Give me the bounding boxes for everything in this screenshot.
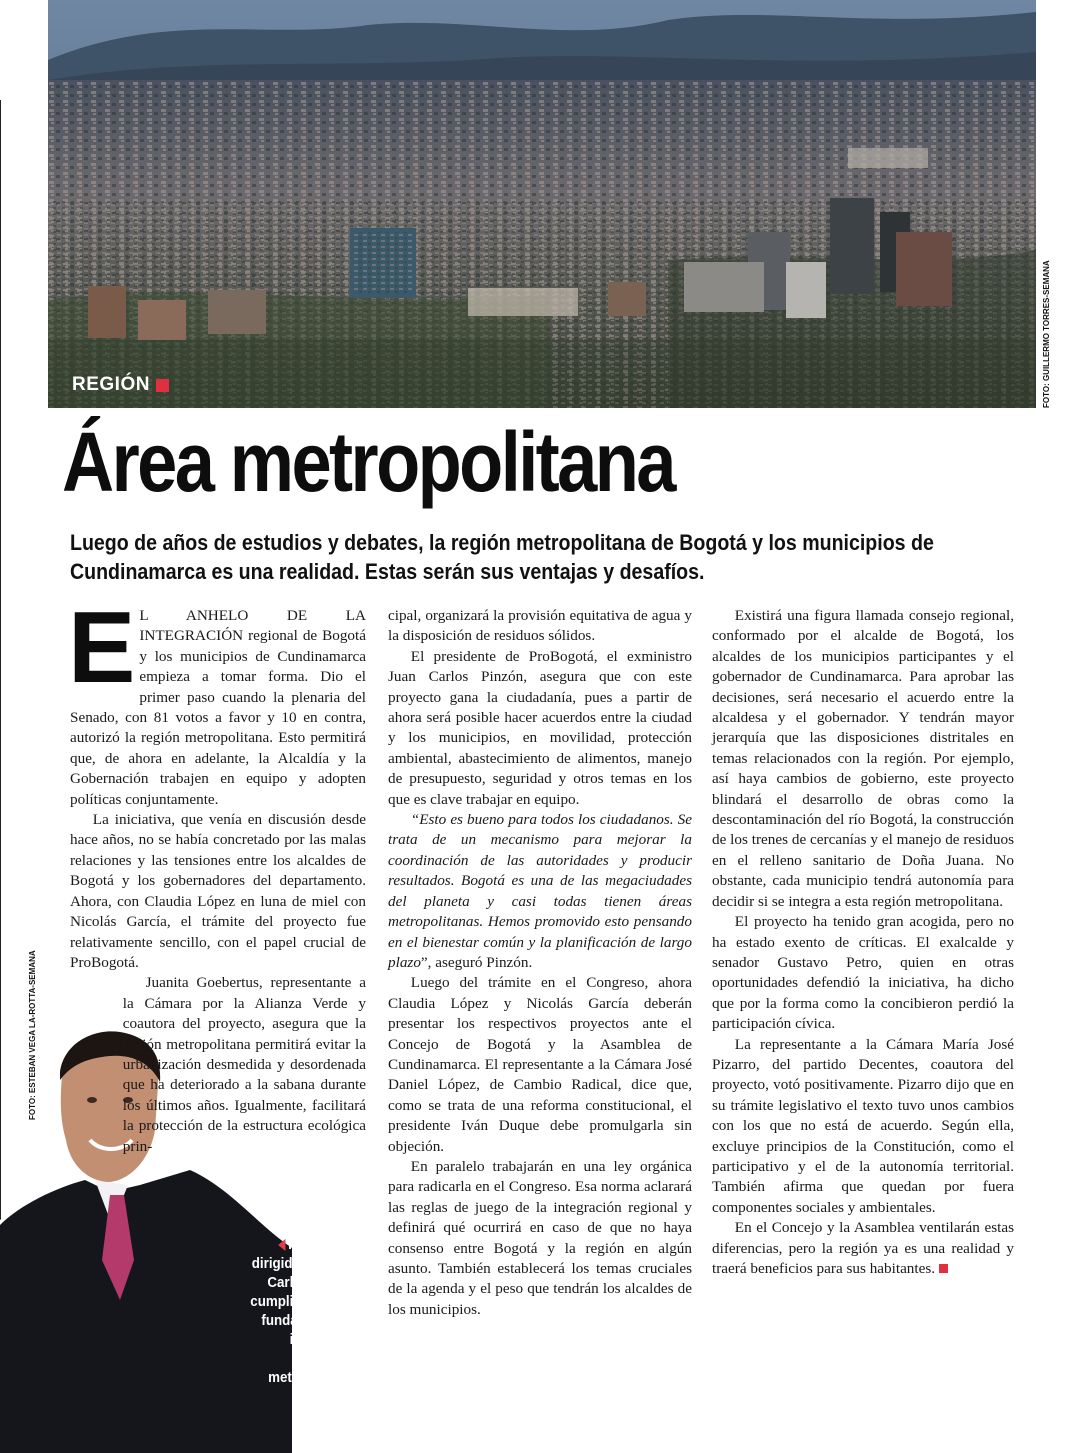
red-square-icon [156,379,169,392]
photo-credit-top: FOTO: GUILLERMO TORRES-SEMANA [1042,260,1051,408]
closing-text: En el Concejo y la Asamblea ventilarán estas diferencias, pero la región ya es una realidad y traerá beneficios para sus habitantes. [712,1219,1014,1277]
section-tag [72,374,169,396]
photo-caption [246,1236,360,1388]
pull-quote [388,810,692,973]
body-column-3 [712,606,1014,1279]
hero-photo-bogota-skyline [48,0,1036,408]
end-mark-icon [939,1264,948,1273]
caption-lead: ProBogotá, [288,1237,360,1253]
body-paragraph: Juanita Goebertus, representante a la Cámara por la Alianza Verde y coautora del proyecto, asegura que la región metropolitana permitirá evitar la urbanización desmedida y desordenada que ha deteriorado a la sabana durante los últimos años. Igualmente, facilitará la protección de la estructura ecológica prin- [122,974,366,1155]
caption-text: dirigida por Juan Carlos Pinzón, cumplió un papel fundamental en impulsar la región metropolitana. [250,1256,360,1386]
quote-text: “Esto es bueno para todos los ciudadanos. Se trata de un mecanismo para mejorar la coordinación de las autoridades y producir resultados. Bogotá es una de las megaciudades del planeta y casi todas tienen áreas metropolitanas. Hemos promovido esto pensando en el bienestar común y la planificación de largo plazo [388,811,692,971]
section-label: REGIÓN [72,374,150,395]
body-paragraph: El presidente de ProBogotá, el exministro Juan Carlos Pinzón, asegura que con este proyecto gana la ciudadanía, pues a partir de ahora será posible hacer acuerdos entre la ciudad y los municipios, en movilidad, protección ambiental, abastecimiento de alimentos, manejo de presupuesto, seguridad y otros temas en los que es clave trabajar en equipo. [388,647,692,808]
body-paragraph [712,1218,1014,1279]
photo-credit-portrait: FOTO: ESTEBAN VEGA LA-ROTTA-SEMANA [28,950,37,1120]
deck: Luego de años de estudios y debates, la región metropolitana de Bogotá y los municipios de Cundinamarca es una realidad. Estas serán sus ventajas y desafíos. [70,530,934,584]
body-paragraph: La representante a la Cámara María José Pizarro, del partido Decentes, coautora del proyecto, votó positivamente. Pizarro dijo que en su trámite legislativo el texto tuvo unos cambios con los que no está de acuerdo. Según ella, excluye principios de la Constitución, como el participativo y el de la autonomía territorial. También afirma que quedan por fuera componentes sociales y ambientales. [712,1035,1014,1216]
body-paragraph: cipal, organizará la provisión equitativa de agua y la disposición de residuos sólidos. [388,607,692,645]
body-paragraph: El proyecto ha tenido gran acogida, pero no ha estado exento de críticas. El exalcalde y senador Gustavo Petro, quien en otras oportunidades defendió la iniciativa, ha dicho que por la forma como la concibieron perdió la participación cívica. [712,913,1014,1033]
body-paragraph: La iniciativa, que venía en discusión desde hace años, no se había concretado por las malas relaciones y las tensiones entre los alcaldes de Bogotá y los gobernadores del departamento. Ahora, con Claudia López en luna de miel con Nicolás García, el trámite del proyecto fue relativamente sencillo, con el papel crucial de ProBogotá. [70,811,366,971]
body-paragraph: En paralelo trabajarán en una ley orgánica para radicarla en el Congreso. Esa norma aclarará las reglas de juego de la integración regional y definirá qué ocurrirá en caso de que no haya consenso entre Bogotá y la región en algún asunto. También establecerá los temas cruciales de la agenda y el peso que tendrán los alcaldes de los municipios. [388,1157,692,1318]
quote-attribution: ”, aseguró Pinzón. [420,953,533,971]
headline: Área metropolitana [62,415,674,509]
body-paragraph: Luego del trámite en el Congreso, ahora Claudia López y Nicolás García deberán presentar los respectivos proyectos ante el Concejo de Bogotá y la Asamblea de Cundinamarca. El representante a la Cámara José Daniel López, de Cambio Radical, dice que, como se trata de una reforma constitucional, el presidente Iván Duque debe promulgarla sin objeción. [388,974,692,1155]
body-column-2 [388,606,692,1320]
body-paragraph: L ANHELO DE LA INTEGRACIÓN regional de Bogotá y los municipios de Cundinamarca empieza a tomar forma. Dio el primer paso cuando la plenaria del Senado, con 81 votos a favor y 10 en contra, autorizó la región metropolitana. Esto permitirá que, de ahora en adelante, la Alcaldía y la Gobernación trabajen en equipo y adopten políticas conjuntamente. [70,607,366,808]
body-column-1 [68,592,366,1247]
body-paragraph: Existirá una figura llamada consejo regional, conformado por el alcalde de Bogotá, los alcaldes de los municipios participantes y el gobernador de Cundinamarca. Para aprobar las decisiones, será necesario el acuerdo entre la alcaldesa y el gobernador. Y tendrán mayor jerarquía que las disposiciones distritales en temas relacionados con la región. Por ejemplo, así haya cambios de gobierno, este proyecto blindará el desarrollo de obras como la descontaminación del río Bogotá, la construcción de los trenes de cercanías y el manejo de residuos en el relleno sanitario de Doña Juana. No obstante, cada municipio tendrá autonomía para decidir si se integra a esta región metropolitana. [712,607,1014,910]
drop-cap: E [68,592,136,704]
